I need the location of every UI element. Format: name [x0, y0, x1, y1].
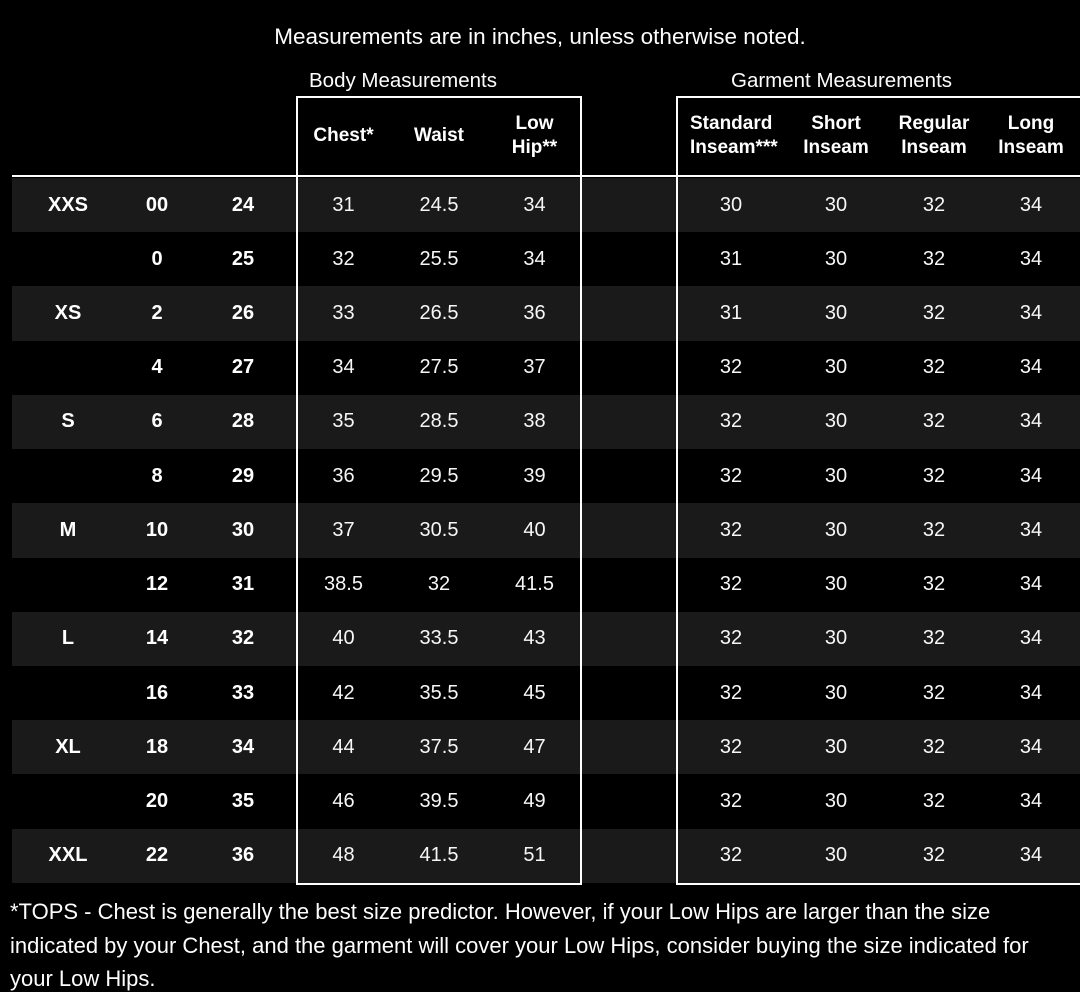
long-inseam-cell: 34	[1019, 247, 1043, 270]
long-inseam-cell: 34	[1019, 464, 1043, 487]
regular-inseam-cell: 32	[922, 573, 946, 596]
size-label-cell: XL	[55, 735, 81, 758]
long-inseam-cell: 34	[1019, 518, 1043, 541]
column-header-regular-inseam: Regular Inseam	[898, 113, 970, 158]
regular-inseam-cell: 32	[922, 681, 946, 704]
chest-cell: 38.5	[324, 573, 363, 596]
chest-cell: 32	[332, 247, 355, 270]
standard-inseam-cell: 32	[719, 790, 743, 813]
regular-inseam-cell: 32	[922, 356, 946, 379]
low-hip-cell: 43	[523, 627, 546, 650]
short-inseam-cell: 30	[824, 627, 848, 650]
size-inches-cell: 36	[231, 844, 255, 867]
waist-cell: 33.5	[419, 627, 459, 650]
waist-cell: 30.5	[419, 518, 459, 541]
size-number-cell: 10	[145, 518, 169, 541]
long-inseam-cell: 34	[1019, 627, 1043, 650]
size-number-cell: 6	[151, 410, 163, 433]
long-inseam-cell: 34	[1019, 410, 1043, 433]
regular-inseam-cell: 32	[922, 844, 946, 867]
column-header-chest: Chest*	[313, 125, 374, 146]
waist-cell: 29.5	[419, 464, 459, 487]
size-inches-cell: 28	[231, 410, 255, 433]
size-inches-cell: 26	[231, 302, 255, 325]
short-inseam-cell: 30	[824, 464, 848, 487]
size-inches-cell: 29	[231, 464, 255, 487]
regular-inseam-cell: 32	[922, 735, 946, 758]
standard-inseam-cell: 30	[719, 193, 743, 216]
table-row	[12, 341, 1080, 395]
size-number-cell: 14	[145, 627, 169, 650]
size-label-cell: L	[61, 627, 75, 650]
long-inseam-cell: 34	[1019, 193, 1043, 216]
standard-inseam-cell: 32	[719, 356, 743, 379]
size-number-cell: 8	[151, 464, 163, 487]
chest-cell: 37	[332, 518, 355, 541]
regular-inseam-cell: 32	[922, 193, 946, 216]
low-hip-cell: 38	[523, 410, 546, 433]
waist-cell: 41.5	[419, 844, 459, 867]
table-row	[12, 395, 1080, 449]
short-inseam-cell: 30	[824, 790, 848, 813]
long-inseam-cell: 34	[1019, 735, 1043, 758]
chest-cell: 31	[332, 193, 355, 216]
low-hip-cell: 39	[523, 464, 546, 487]
standard-inseam-cell: 32	[719, 735, 743, 758]
size-number-cell: 4	[151, 356, 163, 379]
size-inches-cell: 31	[231, 573, 255, 596]
chest-cell: 48	[332, 844, 355, 867]
waist-cell: 37.5	[419, 735, 459, 758]
low-hip-cell: 40	[523, 518, 546, 541]
standard-inseam-cell: 32	[719, 410, 743, 433]
long-inseam-cell: 34	[1019, 790, 1043, 813]
low-hip-cell: 49	[523, 790, 546, 813]
chest-cell: 35	[332, 410, 355, 433]
waist-cell: 32	[427, 573, 451, 596]
regular-inseam-cell: 32	[922, 627, 946, 650]
regular-inseam-cell: 32	[922, 302, 946, 325]
short-inseam-cell: 30	[824, 247, 848, 270]
size-number-cell: 18	[145, 735, 169, 758]
low-hip-cell: 34	[523, 247, 546, 270]
chest-cell: 36	[332, 464, 355, 487]
size-number-cell: 22	[145, 844, 169, 867]
size-inches-cell: 34	[231, 735, 255, 758]
low-hip-cell: 34	[523, 193, 546, 216]
size-label-cell: M	[59, 518, 77, 541]
chest-cell: 46	[332, 790, 355, 813]
footnote: *TOPS - Chest is generally the best size predictor. However, if your Low Hips are larger than the size indicated by your Chest, and the garment will cover your Low Hips, consider buying the size indicated for your Low Hips.	[10, 899, 1029, 991]
size-number-cell: 20	[145, 790, 169, 813]
column-header-waist: Waist	[414, 125, 464, 146]
short-inseam-cell: 30	[824, 844, 848, 867]
table-row	[12, 558, 1080, 612]
table-row	[12, 666, 1080, 720]
size-number-cell: 2	[151, 302, 163, 325]
table-row	[12, 503, 1080, 557]
size-inches-cell: 24	[231, 193, 255, 216]
waist-cell: 26.5	[419, 302, 459, 325]
long-inseam-cell: 34	[1019, 356, 1043, 379]
size-number-cell: 0	[151, 247, 163, 270]
low-hip-cell: 47	[523, 735, 546, 758]
low-hip-cell: 45	[523, 681, 546, 704]
low-hip-cell: 51	[523, 844, 546, 867]
table-row	[12, 829, 1080, 883]
low-hip-cell: 36	[523, 302, 546, 325]
regular-inseam-cell: 32	[922, 518, 946, 541]
standard-inseam-cell: 32	[719, 464, 743, 487]
table-row	[12, 774, 1080, 828]
size-number-cell: 16	[145, 681, 169, 704]
size-number-cell: 12	[145, 573, 169, 596]
table-row	[12, 720, 1080, 774]
column-header-long-inseam: Long Inseam	[998, 113, 1064, 158]
page-title: Measurements are in inches, unless otherwise noted.	[274, 24, 806, 49]
regular-inseam-cell: 32	[922, 410, 946, 433]
body-measurements-label: Body Measurements	[309, 69, 498, 92]
low-hip-cell: 37	[523, 356, 546, 379]
table-row	[12, 449, 1080, 503]
table-row	[12, 286, 1080, 340]
size-label-cell: XS	[54, 302, 82, 325]
table-row	[12, 178, 1080, 232]
size-label-cell: S	[61, 410, 75, 433]
chest-cell: 34	[332, 356, 355, 379]
size-label-cell: XXS	[47, 193, 89, 216]
size-inches-cell: 30	[231, 518, 255, 541]
chest-cell: 44	[332, 735, 355, 758]
regular-inseam-cell: 32	[922, 464, 946, 487]
table-row	[12, 612, 1080, 666]
size-number-cell: 00	[145, 193, 169, 216]
chest-cell: 40	[332, 627, 355, 650]
standard-inseam-cell: 32	[719, 844, 743, 867]
short-inseam-cell: 30	[824, 302, 848, 325]
short-inseam-cell: 30	[824, 518, 848, 541]
garment-measurements-label: Garment Measurements	[731, 69, 953, 92]
waist-cell: 39.5	[419, 790, 459, 813]
regular-inseam-cell: 32	[922, 247, 946, 270]
column-header-standard-inseam: Standard Inseam***	[690, 113, 778, 158]
size-inches-cell: 32	[231, 627, 255, 650]
long-inseam-cell: 34	[1019, 573, 1043, 596]
standard-inseam-cell: 31	[719, 247, 743, 270]
short-inseam-cell: 30	[824, 735, 848, 758]
size-inches-cell: 27	[231, 356, 255, 379]
chest-cell: 33	[332, 302, 355, 325]
short-inseam-cell: 30	[824, 681, 848, 704]
table-body	[12, 178, 1080, 883]
standard-inseam-cell: 32	[719, 681, 743, 704]
size-inches-cell: 35	[231, 790, 255, 813]
long-inseam-cell: 34	[1019, 844, 1043, 867]
chest-cell: 42	[332, 681, 355, 704]
column-header-short-inseam: Short Inseam	[803, 113, 869, 158]
short-inseam-cell: 30	[824, 193, 848, 216]
waist-cell: 24.5	[419, 193, 459, 216]
short-inseam-cell: 30	[824, 573, 848, 596]
short-inseam-cell: 30	[824, 410, 848, 433]
column-header-low-hip: Low Hip**	[511, 113, 558, 158]
standard-inseam-cell: 32	[719, 573, 743, 596]
short-inseam-cell: 30	[824, 356, 848, 379]
size-inches-cell: 25	[231, 247, 255, 270]
size-label-cell: XXL	[48, 844, 88, 867]
standard-inseam-cell: 32	[719, 518, 743, 541]
table-row	[12, 232, 1080, 286]
table-header-row	[12, 96, 1080, 176]
long-inseam-cell: 34	[1019, 681, 1043, 704]
standard-inseam-cell: 31	[719, 302, 743, 325]
standard-inseam-cell: 32	[719, 627, 743, 650]
waist-cell: 25.5	[419, 247, 459, 270]
waist-cell: 35.5	[419, 681, 459, 704]
regular-inseam-cell: 32	[922, 790, 946, 813]
long-inseam-cell: 34	[1019, 302, 1043, 325]
low-hip-cell: 41.5	[515, 573, 554, 596]
size-inches-cell: 33	[231, 681, 255, 704]
waist-cell: 28.5	[419, 410, 459, 433]
waist-cell: 27.5	[419, 356, 459, 379]
